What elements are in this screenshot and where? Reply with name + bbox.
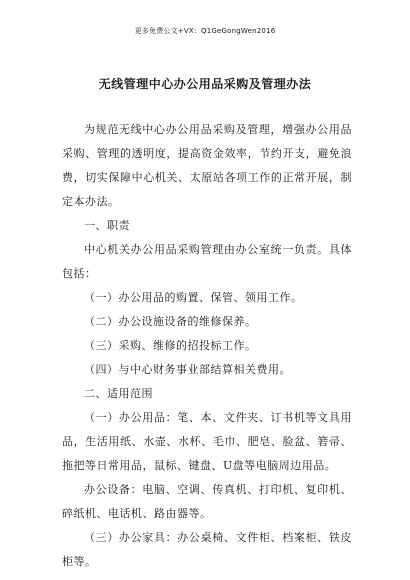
scope-item-1: （一）办公用品：笔、本、文件夹、订书机等文具用品，生活用纸、水壶、水杯、毛巾、肥皂、脸盆、箬帚、拖把等日常用品，鼠标、键盘、U盘等电脑周边用品。 xyxy=(62,411,352,472)
duty-item-2: （二）办公设施设备的维修保养。 xyxy=(84,315,257,328)
document-title: 无线管理中心办公用品采购及管理办法 xyxy=(98,77,312,91)
scope-item-2: 办公设备：电脑、空调、传真机、打印机、复印机、碎纸机、电话机、路由器等。 xyxy=(62,483,352,520)
page-header: 更多免费公文+VX：Q1GeGongWen2016 xyxy=(134,27,276,35)
duty-item-3: （三）采购、维修的招投标工作。 xyxy=(84,339,257,352)
duty-item-1: （一）办公用品的购置、保管、领用工作。 xyxy=(84,291,303,304)
section-heading-duties: 一、职责 xyxy=(84,219,130,232)
duty-item-4: （四）与中心财务事业部结算相关费用。 xyxy=(84,363,291,376)
scope-item-3: （三）办公家具：办公桌椅、文件柜、档案柜、铁皮柜等。 xyxy=(62,531,352,568)
duties-paragraph: 中心机关办公用品采购管理由办公室统一负责。具体包括： xyxy=(62,243,352,280)
section-heading-scope: 二、适用范围 xyxy=(84,387,153,400)
intro-paragraph: 为规范无线中心办公用品采购及管理，增强办公用品采购、管理的透明度，提高资金效率，节约开支，避免浪费，切实保障中心机关、太原站各项工作的正常开展，制定本办法。 xyxy=(62,123,352,208)
